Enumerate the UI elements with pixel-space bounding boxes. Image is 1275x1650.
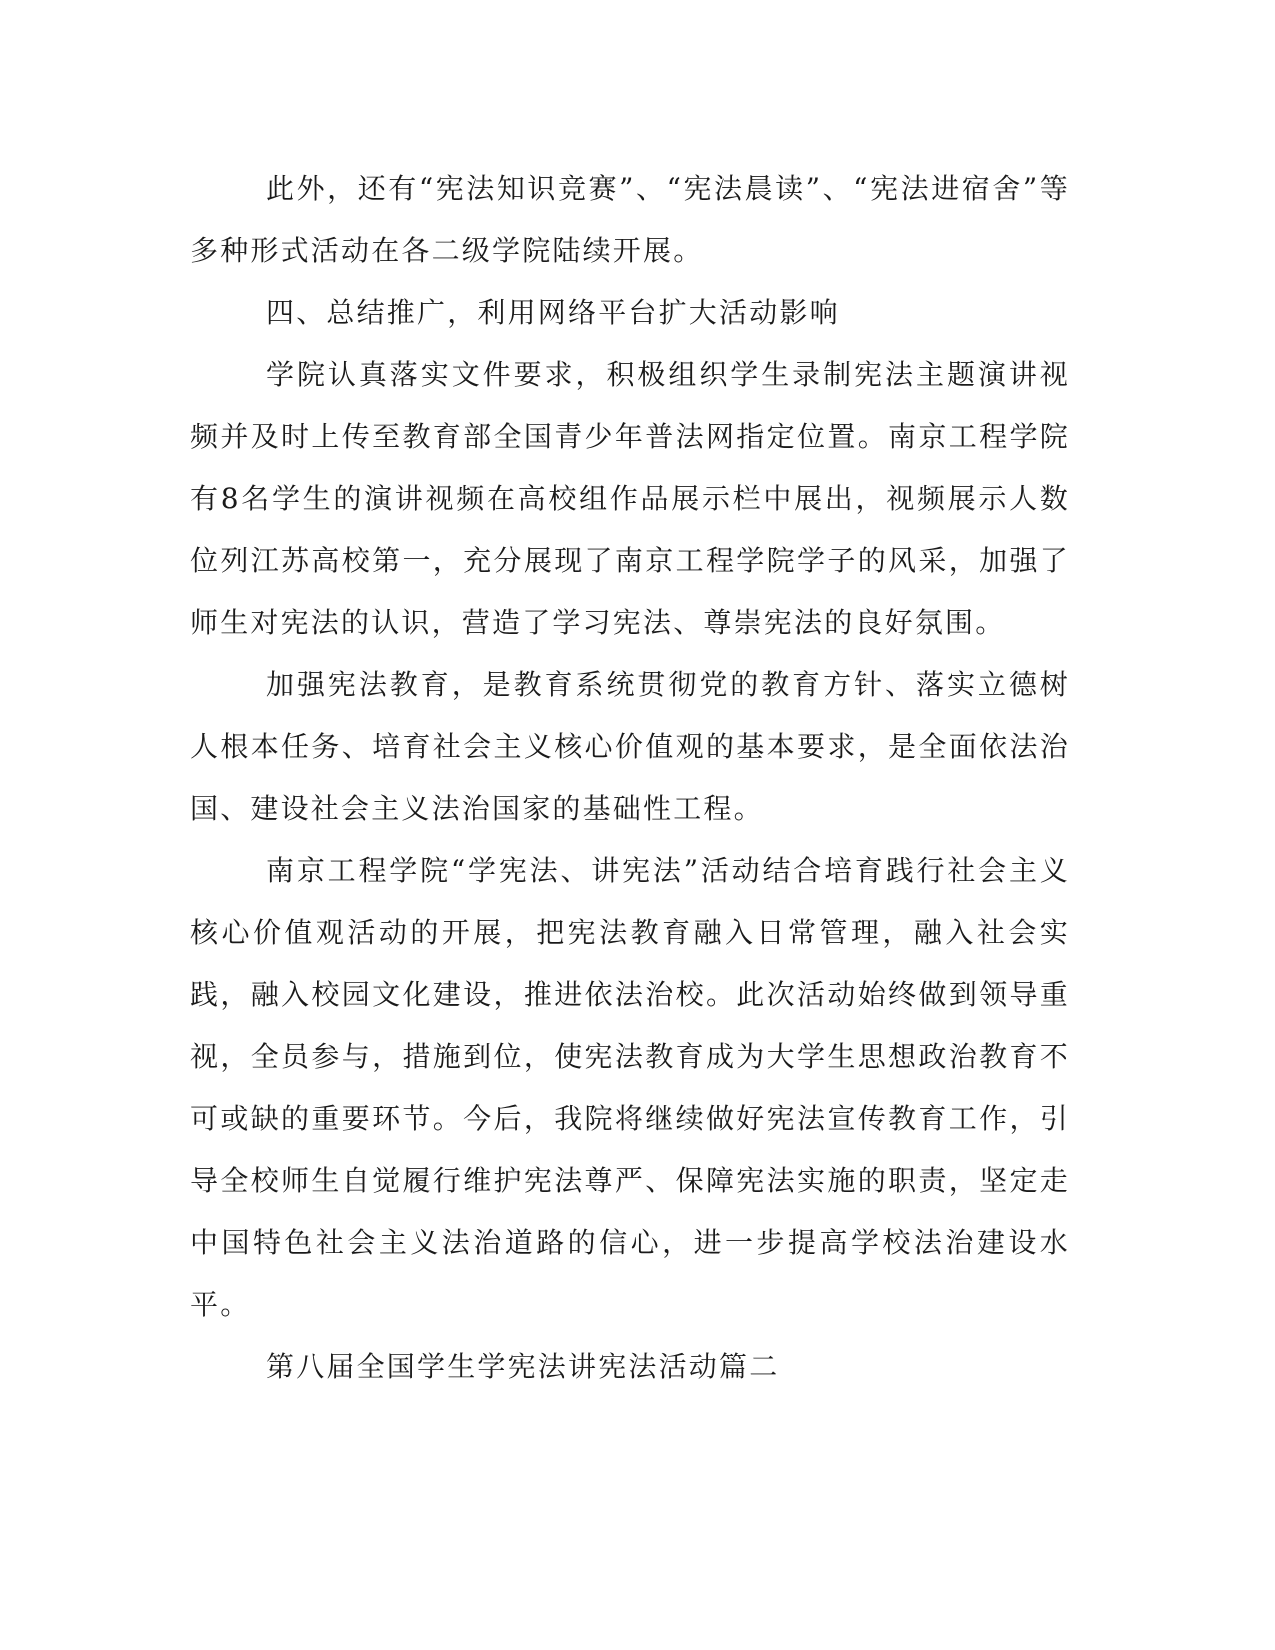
paragraph-summary: 南京工程学院“学宪法、讲宪法”活动结合培育践行社会主义核心价值观活动的开展，把宪法教育融入日常管理，融入社会实践，融入校园文化建设，推进依法治校。此次活动始终做到领导重视，全员参与，措施到位，使宪法教育成为大学生思想政治教育不可或缺的重要环节。今后，我院将继续做好宪法宣传教育工作，引导全校师生自觉履行维护宪法尊严、保障宪法实施的职责，坚定走中国特色社会主义法治道路的信心，进一步提高学校法治建设水平。 [190,854,1070,1321]
document-body [190,158,1070,1398]
paragraph-next-title: 第八届全国学生学宪法讲宪法活动篇二 [266,1350,780,1383]
paragraph-activities: 此外，还有“宪法知识竞赛”、“宪法晨读”、“宪法进宿舍”等多种形式活动在各二级学院陆续开展。 [190,172,1070,267]
section-heading-four: 四、总结推广，利用网络平台扩大活动影响 [266,296,840,329]
paragraph-video-upload: 学院认真落实文件要求，积极组织学生录制宪法主题演讲视频并及时上传至教育部全国青少年普法网指定位置。南京工程学院有8名学生的演讲视频在高校组作品展示栏中展出，视频展示人数位列江苏高校第一，充分展现了南京工程学院学子的风采，加强了师生对宪法的认识，营造了学习宪法、尊崇宪法的良好氛围。 [190,358,1070,639]
paragraph-constitution-education: 加强宪法教育，是教育系统贯彻党的教育方针、落实立德树人根本任务、培育社会主义核心价值观的基本要求，是全面依法治国、建设社会主义法治国家的基础性工程。 [190,668,1070,825]
